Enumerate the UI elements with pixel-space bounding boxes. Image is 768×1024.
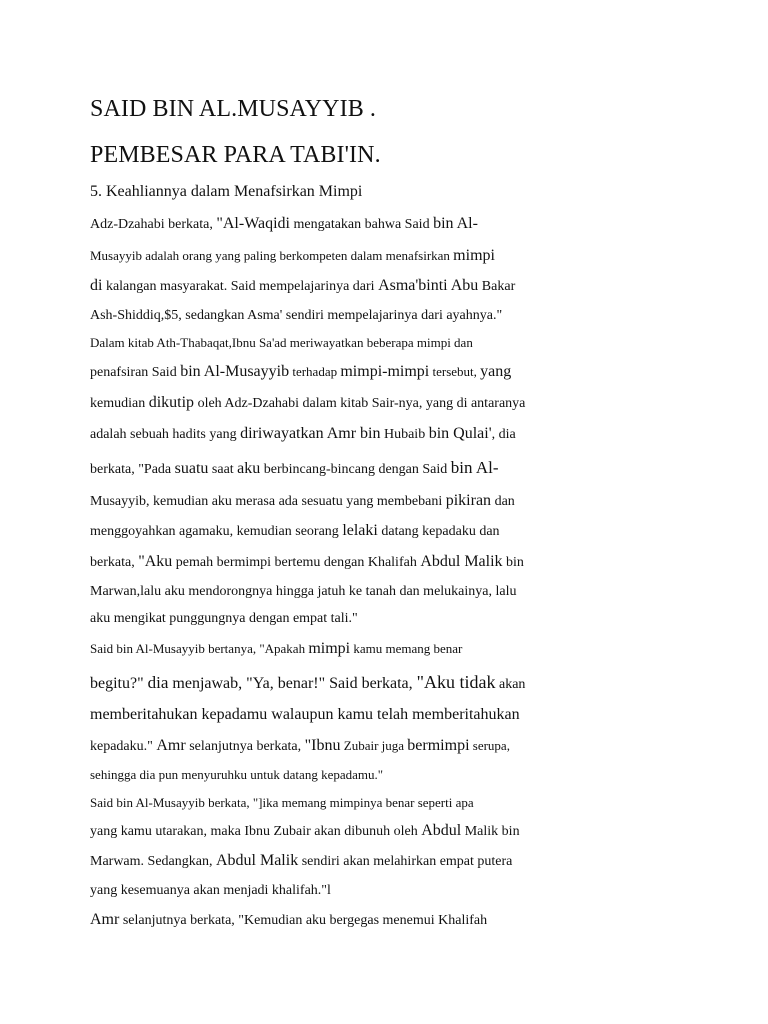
text-run: berkata, "Pada <box>90 462 175 477</box>
text-run: , dia <box>491 427 516 442</box>
text-run: sehingga dia pun menyuruhku untuk datang kepadamu." <box>90 767 384 782</box>
text-run: tersebut, <box>429 364 481 379</box>
body-line <box>90 248 495 264</box>
text-run: mimpi <box>308 640 351 657</box>
text-run: lelaki <box>342 522 378 539</box>
text-run: bin Qulai' <box>428 425 492 442</box>
text-run: akan <box>495 677 526 692</box>
text-run: Abdul <box>421 822 462 839</box>
text-run: Musayyib, kemudian aku merasa ada sesuatu yang membebani <box>90 494 446 509</box>
text-run: Ash-Shiddiq,$5, sedangkan Asma' sendiri mempelajarinya dari ayahnya." <box>90 308 503 323</box>
text-run: dan <box>491 494 515 509</box>
text-run: yang kamu utarakan, maka Ibnu Zubair akan dibunuh oleh <box>90 824 422 839</box>
text-run: diriwayatkan Amr bin <box>240 425 381 442</box>
text-run: bermimpi <box>407 737 470 754</box>
body-line <box>90 853 512 869</box>
text-run: Amr <box>156 737 186 754</box>
body-line <box>90 523 500 539</box>
text-run: mimpi-mimpi <box>340 363 430 380</box>
text-run: "Ibnu <box>304 737 341 754</box>
body-line <box>90 768 383 783</box>
text-run: Said bin Al-Musayyib berkata, "]ika memang mimpinya benar seperti apa <box>90 795 474 810</box>
body-line <box>90 641 462 657</box>
document-title-line-2: PEMBESAR PARA TABI'IN. <box>90 142 381 168</box>
text-run: "Al-Waqidi <box>216 215 290 232</box>
text-run: pemah bermimpi bertemu dengan Khalifah <box>172 555 421 570</box>
text-run: mimpi <box>453 247 495 264</box>
text-run: bin Al- <box>450 458 499 477</box>
body-line <box>90 796 474 811</box>
body-line <box>90 395 525 411</box>
text-run: serupa, <box>469 738 510 753</box>
body-line <box>90 309 502 323</box>
text-run: kemudian <box>90 396 149 411</box>
document-title-line-1: SAID BIN AL.MUSAYYIB . <box>90 96 377 122</box>
body-line <box>90 278 515 294</box>
text-run: adalah sebuah hadits yang <box>90 427 241 442</box>
text-run: Abdul Malik <box>215 852 299 869</box>
body-line <box>90 738 510 754</box>
section-heading: 5. Keahliannya dalam Menafsirkan Mimpi <box>90 183 363 200</box>
body-line <box>90 459 498 477</box>
text-run: penafsiran Said <box>90 365 181 380</box>
text-run: datang kepadaku dan <box>377 524 500 539</box>
text-run: Malik bin <box>461 824 520 839</box>
text-run: yang <box>480 363 512 380</box>
text-run: Dalam kitab Ath-Thabaqat,Ibnu Sa'ad meriwayatkan beberapa mimpi dan <box>90 335 473 350</box>
text-run: "Aku tidak <box>416 672 496 692</box>
text-run: aku <box>237 460 261 477</box>
text-run: berkata, <box>90 555 139 570</box>
text-run: bin <box>502 555 524 570</box>
text-run: pikiran <box>445 492 492 509</box>
text-run: Marwam. Sedangkan, <box>90 854 216 869</box>
text-run: Adz-Dzahabi berkata, <box>90 217 217 232</box>
text-run: bin Al- <box>433 215 478 232</box>
text-run: menjawab, "Ya, benar!" Said berkata, <box>168 675 417 692</box>
text-run: suatu <box>174 460 209 477</box>
text-run: oleh Adz-Dzahabi dalam kitab Sair-nya, yang di antaranya <box>194 396 526 411</box>
body-line <box>90 336 473 351</box>
text-run: menggoyahkan agamaku, kemudian seorang <box>90 524 343 539</box>
body-line <box>90 554 524 570</box>
body-line <box>90 884 331 898</box>
body-line <box>90 364 511 380</box>
body-line <box>90 673 525 692</box>
text-run: selanjutnya berkata, "Kemudian aku bergegas menemui Khalifah <box>119 913 488 928</box>
text-run: kamu memang benar <box>350 641 463 656</box>
body-line <box>90 585 516 599</box>
body-line <box>90 707 520 723</box>
body-line <box>90 912 487 928</box>
body-line <box>90 493 515 509</box>
text-run: dia <box>147 673 169 692</box>
text-run: aku mengikat punggungnya dengan empat tali." <box>90 611 358 626</box>
text-run: terhadap <box>289 364 341 379</box>
body-line <box>90 426 516 442</box>
text-run: kepadaku." <box>90 739 157 754</box>
body-line <box>90 216 478 232</box>
text-run: Abdul Malik <box>420 553 503 570</box>
text-run: Asma'binti Abu <box>378 277 479 294</box>
text-run: begitu?" <box>90 675 148 692</box>
text-run: kalangan masyarakat. Said mempelajarinya dari <box>102 279 379 294</box>
text-run: memberitahukan kepadamu walaupun kamu telah memberitahukan <box>90 706 520 723</box>
text-run: saat <box>208 462 238 477</box>
body-line <box>90 823 520 839</box>
text-run: Hubaib <box>380 427 429 442</box>
text-run: Musayyib adalah orang yang paling berkompeten dalam menafsirkan <box>90 248 454 263</box>
text-run: di <box>90 277 103 294</box>
text-run: Said bin Al-Musayyib bertanya, "Apakah <box>90 641 309 656</box>
text-run: dikutip <box>148 394 195 411</box>
text-run: bin Al-Musayyib <box>180 363 290 380</box>
text-run: Marwan,lalu aku mendorongnya hingga jatuh ke tanah dan melukainya, lalu <box>90 584 517 599</box>
text-run: yang kesemuanya akan menjadi khalifah."l <box>90 883 331 898</box>
text-run: sendiri akan melahirkan empat putera <box>298 854 513 869</box>
text-run: berbincang-bincang dengan Said <box>260 462 451 477</box>
text-run: selanjutnya berkata, <box>185 739 305 754</box>
text-run: mengatakan bahwa Said <box>290 217 434 232</box>
text-run: "Aku <box>138 553 173 570</box>
text-run: Zubair juga <box>340 738 408 753</box>
body-line <box>90 612 358 626</box>
text-run: Amr <box>90 911 120 928</box>
text-run: Bakar <box>478 279 516 294</box>
